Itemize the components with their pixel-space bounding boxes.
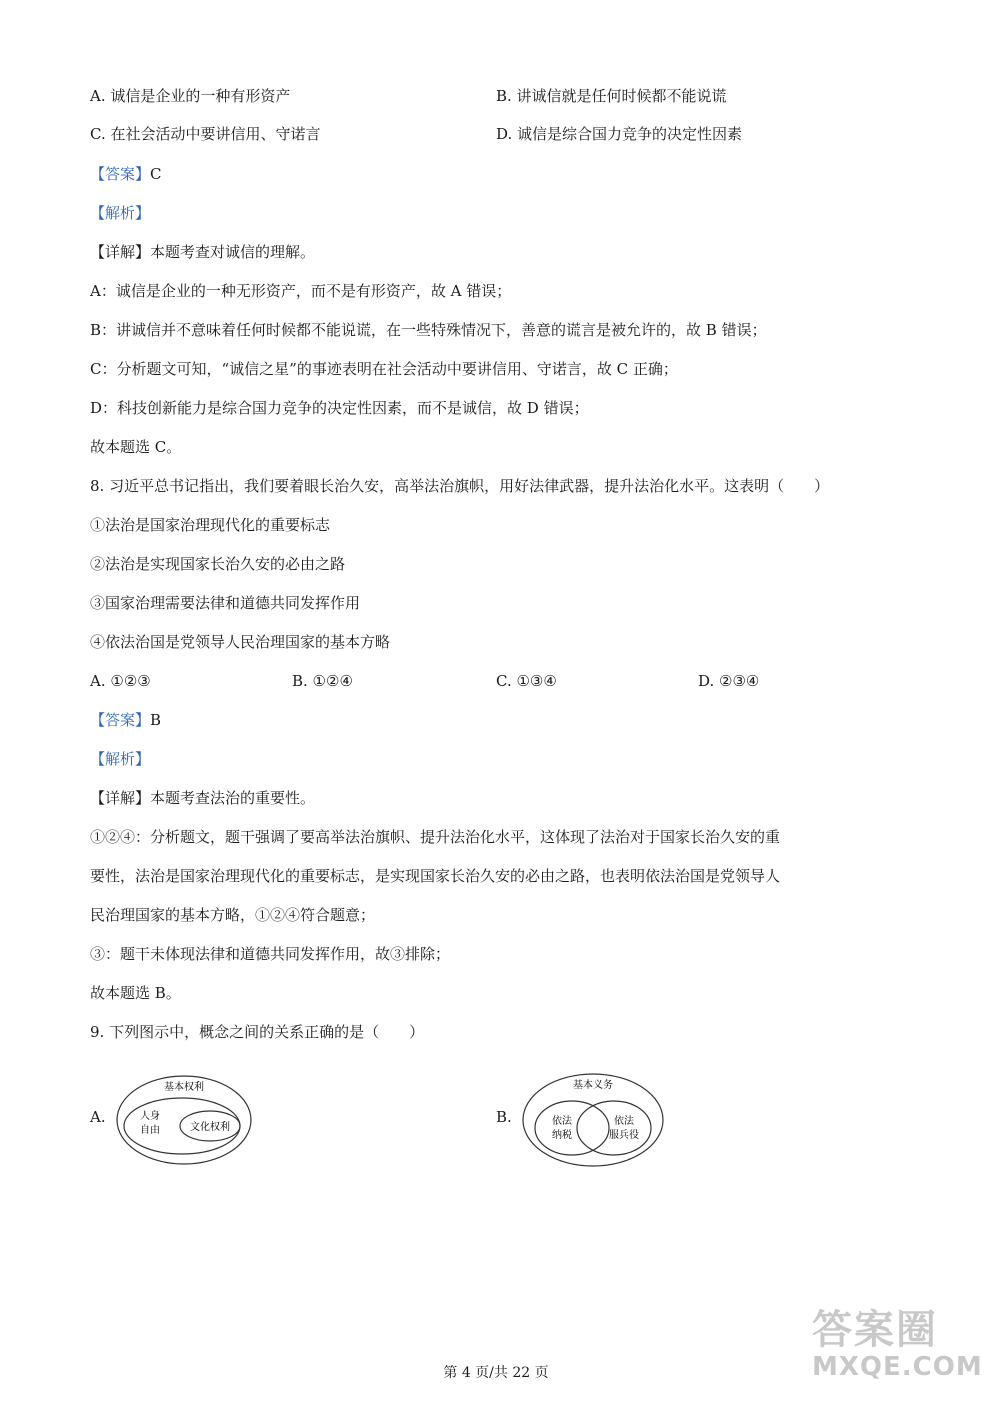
- answer-tag: 【答案】: [90, 165, 151, 183]
- analysis-tag: 【解析】: [90, 750, 151, 768]
- diagram-a-left-label-2: 自由: [140, 1125, 160, 1136]
- watermark-top-text: 答案圈: [812, 1306, 938, 1353]
- diagram-a: [114, 1072, 254, 1168]
- diagram-b: [520, 1070, 666, 1170]
- q7-explanation-b: B：讲诚信并不意味着任何时候都不能说谎，在一些特殊情况下，善意的谎言是被允许的，故 B 错误；: [90, 321, 767, 339]
- detail-tag: 【详解】: [90, 789, 151, 807]
- detail-text: 本题考查法治的重要性。: [150, 789, 316, 807]
- q8-item-2: ②法治是实现国家长治久安的必由之路: [90, 555, 346, 573]
- q8-analysis-heading: [90, 749, 150, 769]
- q8-option-c: C. ①③④: [496, 672, 557, 690]
- q8-answer: [90, 710, 161, 730]
- page-footer: 第 4 页/共 22 页: [443, 1365, 549, 1381]
- diagram-b-right-ellipse: [577, 1101, 651, 1155]
- answer-value: B: [150, 711, 162, 729]
- q8-item-1: ①法治是国家治理现代化的重要标志: [90, 516, 331, 534]
- watermark-bottom-text: MXQE.COM: [812, 1352, 983, 1382]
- answer-value: C: [150, 165, 162, 183]
- q8-item-4: ④依法治国是党领导人民治理国家的基本方略: [90, 633, 391, 651]
- diagram-b-left-ellipse: [535, 1101, 609, 1155]
- q8-explanation-line-4: ③：题干未体现法律和道德共同发挥作用，故③排除；: [90, 945, 451, 963]
- q9-stem: 9. 下列图示中，概念之间的关系正确的是（ ）: [90, 1023, 425, 1041]
- diagram-b-outer-label: 基本义务: [573, 1080, 613, 1091]
- q8-explanation-line-2: 要性，法治是国家治理现代化的重要标志，是实现国家长治久安的必由之路，也表明依法治国是党领导人: [90, 867, 781, 885]
- q8-conclusion: 故本题选 B。: [90, 984, 181, 1002]
- q7-option-c: C. 在社会活动中要讲信用、守诺言: [90, 125, 321, 143]
- q8-stem: 8. 习近平总书记指出，我们要着眼长治久安，高举法治旗帜，用好法律武器，提升法治化水平。这表明（ ）: [90, 477, 830, 495]
- detail-text: 本题考查对诚信的理解。: [150, 243, 316, 261]
- detail-tag: 【详解】: [90, 243, 151, 261]
- q7-option-a: A. 诚信是企业的一种有形资产: [90, 87, 291, 105]
- q8-option-a: A. ①②③: [90, 672, 151, 690]
- q8-explanation-line-3: 民治理国家的基本方略，①②④符合题意；: [90, 906, 376, 924]
- q7-detail: [90, 242, 315, 262]
- diagram-a-left-label-1: 人身: [140, 1111, 160, 1122]
- watermark-logo: [812, 1308, 982, 1398]
- analysis-tag: 【解析】: [90, 204, 151, 222]
- q7-conclusion: 故本题选 C。: [90, 438, 182, 456]
- q7-option-b: B. 讲诚信就是任何时候都不能说谎: [496, 87, 727, 105]
- diagram-b-left-label-1: 依法: [552, 1116, 572, 1127]
- diagram-b-right-label-2: 服兵役: [609, 1130, 639, 1141]
- q7-option-d: D. 诚信是综合国力竞争的决定性因素: [496, 125, 743, 143]
- q7-explanation-d: D：科技创新能力是综合国力竞争的决定性因素，而不是诚信，故 D 错误；: [90, 399, 589, 417]
- diagram-a-outer-label: 基本权利: [164, 1082, 204, 1093]
- answer-tag: 【答案】: [90, 711, 151, 729]
- q8-detail: [90, 788, 315, 808]
- q8-explanation-line-1: ①②④：分析题文，题干强调了要高举法治旗帜、提升法治化水平，这体现了法治对于国家长治久安的重: [90, 828, 781, 846]
- q8-item-3: ③国家治理需要法律和道德共同发挥作用: [90, 594, 361, 612]
- q7-explanation-c: C：分析题文可知，“诚信之星”的事迹表明在社会活动中要讲信用、守诺言，故 C 正确；: [90, 360, 678, 378]
- q8-option-d: D. ②③④: [698, 672, 760, 690]
- diagram-b-label: B.: [496, 1108, 512, 1126]
- diagram-b-left-label-2: 纳税: [552, 1130, 572, 1141]
- q8-option-b: B. ①②④: [292, 672, 353, 690]
- q7-explanation-a: A：诚信是企业的一种无形资产，而不是有形资产，故 A 错误；: [90, 282, 512, 300]
- q7-answer: [90, 164, 162, 184]
- diagram-a-right-label: 文化权利: [190, 1122, 230, 1133]
- diagram-b-right-label-1: 依法: [614, 1116, 634, 1127]
- diagram-a-label: A.: [90, 1108, 106, 1126]
- q7-analysis-heading: [90, 203, 150, 223]
